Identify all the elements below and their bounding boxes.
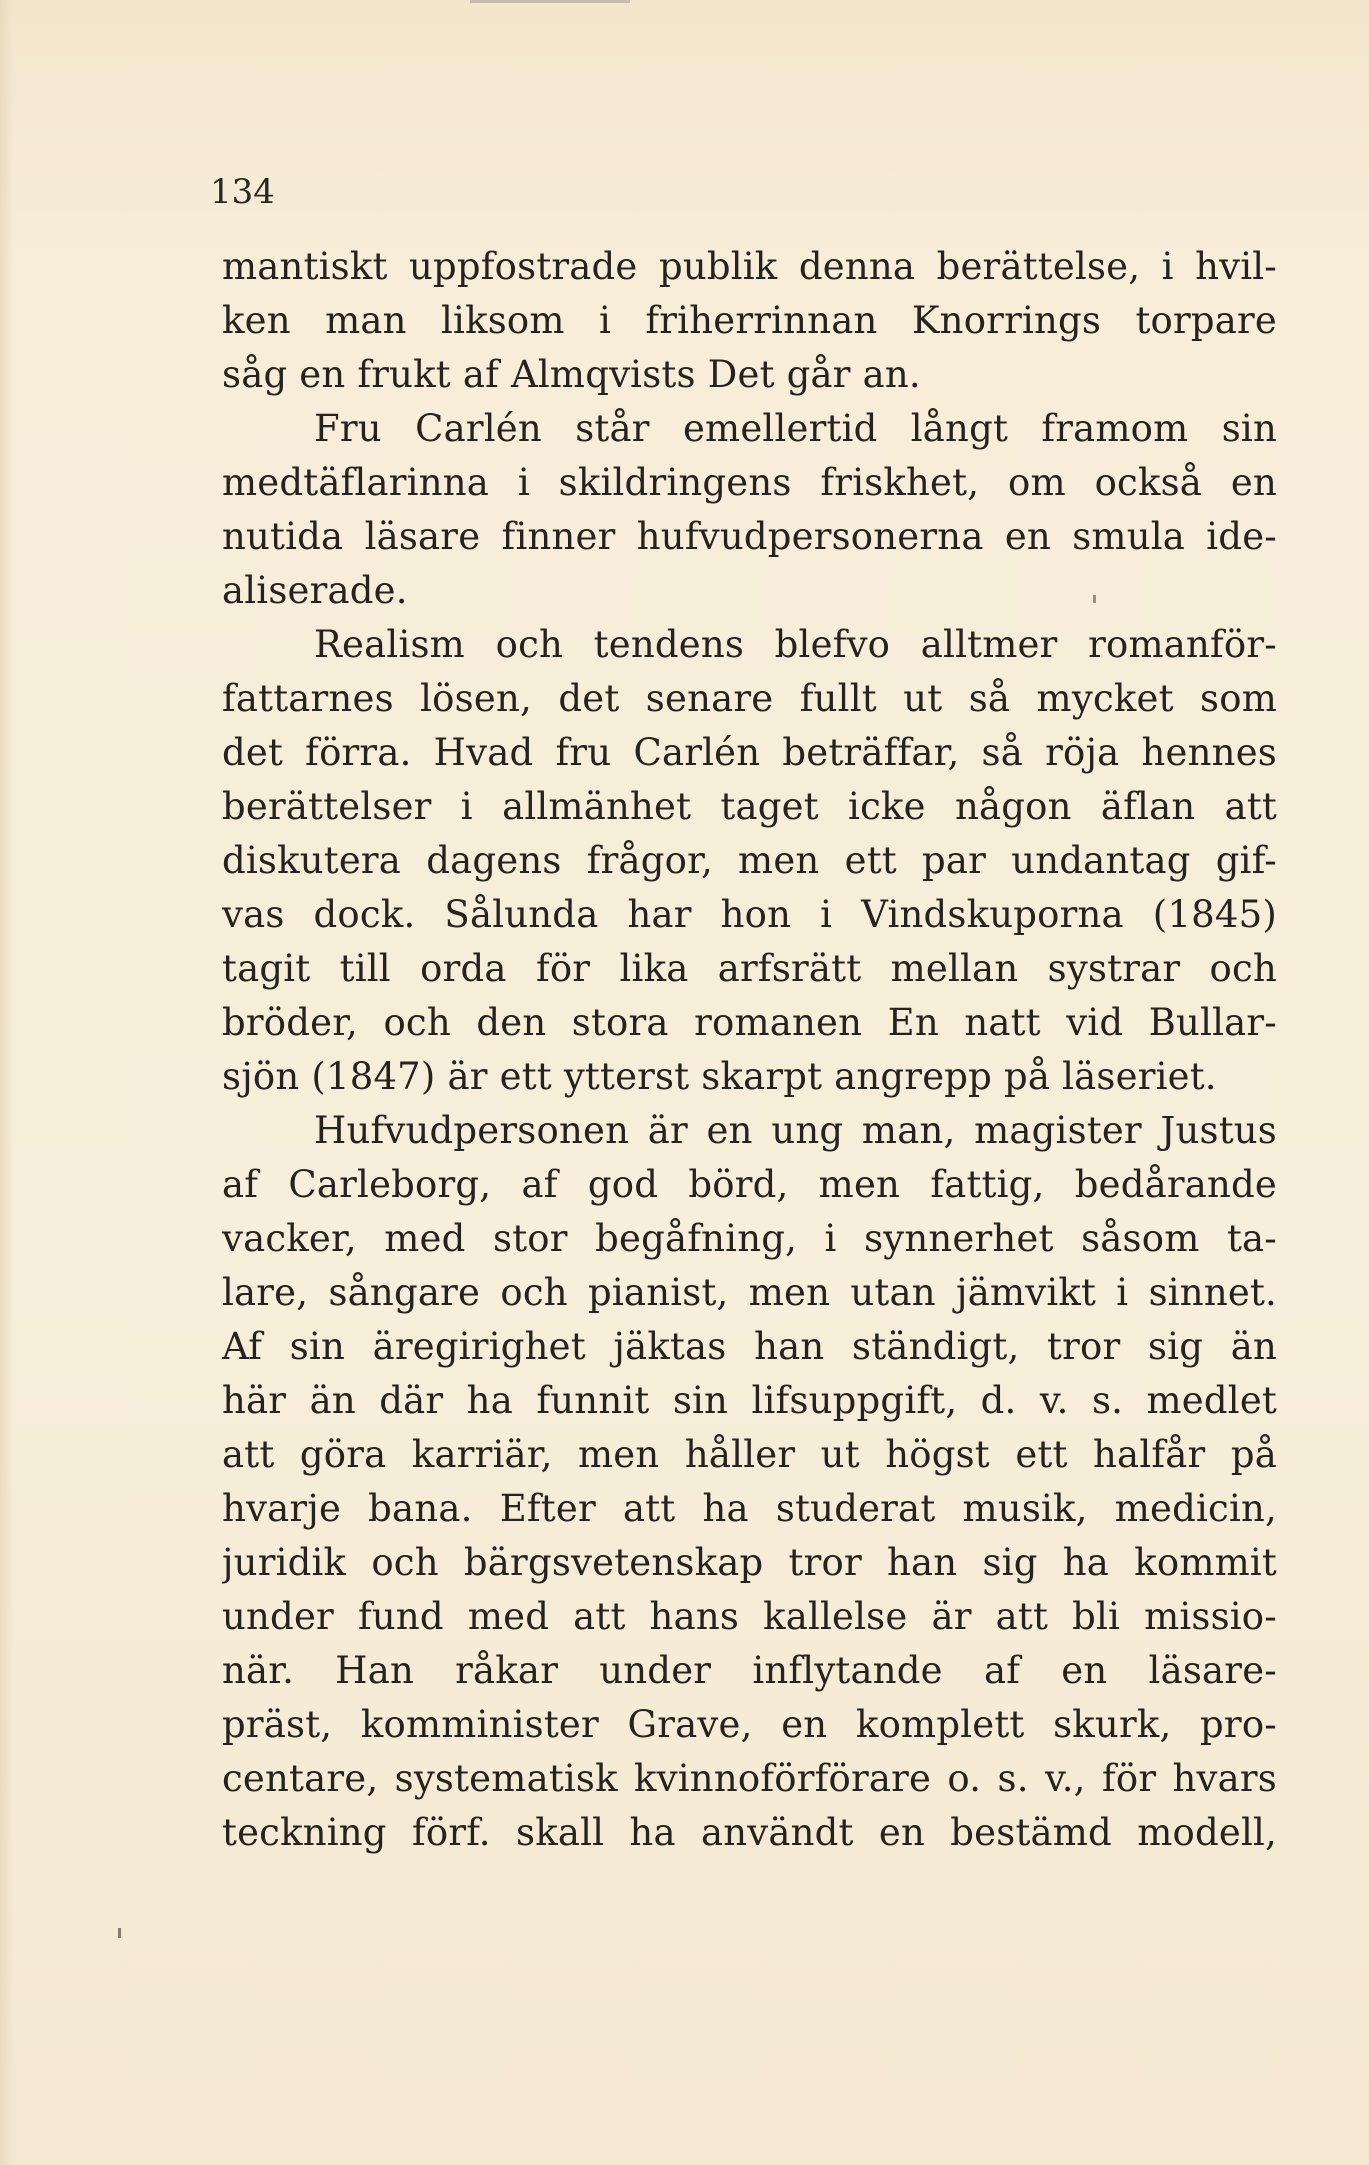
- text-line: sjön (1847) är ett ytterst skarpt angrepp på läseriet.: [222, 1055, 1217, 1098]
- text-line: här än där ha funnit sin lifsuppgift, d. v. s. medlet: [222, 1379, 1277, 1422]
- text-line: under fund med att hans kallelse är att bli missio-: [222, 1595, 1277, 1638]
- text-line: hvarje bana. Efter att ha studerat musik, medicin,: [222, 1487, 1277, 1530]
- text-line: centare, systematisk kvinnoförförare o. s. v., för hvars: [222, 1757, 1277, 1800]
- text-line: lare, sångare och pianist, men utan jämvikt i sinnet.: [222, 1271, 1277, 1314]
- text-line: aliserade.: [222, 569, 408, 612]
- text-line: mantiskt uppfostrade publik denna berättelse, i hvil-: [222, 245, 1277, 288]
- page-number: 134: [210, 172, 275, 212]
- text-line: att göra karriär, men håller ut högst ett halfår på: [222, 1433, 1277, 1476]
- text-line: fattarnes lösen, det senare fullt ut så mycket som: [222, 677, 1277, 720]
- text-line: tagit till orda för lika arfsrätt mellan systrar och: [222, 947, 1277, 990]
- text-line: såg en frukt af Almqvists Det går an.: [222, 353, 921, 396]
- text-line: af Carleborg, af god börd, men fattig, bedårande: [222, 1163, 1277, 1206]
- ink-speck: [118, 1928, 121, 1938]
- text-line: Af sin äregirighet jäktas han ständigt, tror sig än: [222, 1325, 1277, 1368]
- text-line: Fru Carlén står emellertid långt framom sin: [314, 407, 1277, 450]
- text-line: vacker, med stor begåfning, i synnerhet såsom ta-: [222, 1217, 1277, 1260]
- text-line: diskutera dagens frågor, men ett par undantag gif-: [222, 839, 1277, 882]
- page-edge-shadow: [0, 0, 14, 2165]
- text-line: ken man liksom i friherrinnan Knorrings torpare: [222, 299, 1277, 342]
- text-line: berättelser i allmänhet taget icke någon äflan att: [222, 785, 1277, 828]
- text-line: när. Han råkar under inflytande af en läsare-: [222, 1649, 1277, 1692]
- text-line: det förra. Hvad fru Carlén beträffar, så röja hennes: [222, 731, 1277, 774]
- text-line: teckning förf. skall ha användt en bestämd modell,: [222, 1811, 1277, 1854]
- text-line: präst, komminister Grave, en komplett skurk, pro-: [222, 1703, 1277, 1746]
- text-line: Realism och tendens blefvo alltmer romanför-: [314, 623, 1277, 666]
- text-line: vas dock. Sålunda har hon i Vindskuporna (1845): [222, 893, 1277, 936]
- body-text: [222, 240, 1277, 1860]
- text-line: Hufvudpersonen är en ung man, magister Justus: [314, 1109, 1277, 1152]
- text-line: nutida läsare finner hufvudpersonerna en smula ide-: [222, 515, 1277, 558]
- text-line: juridik och bärgsvetenskap tror han sig ha kommit: [222, 1541, 1277, 1584]
- scan-mark: [470, 0, 630, 3]
- text-line: medtäflarinna i skildringens friskhet, om också en: [222, 461, 1277, 504]
- text-line: bröder, och den stora romanen En natt vid Bullar-: [222, 1001, 1277, 1044]
